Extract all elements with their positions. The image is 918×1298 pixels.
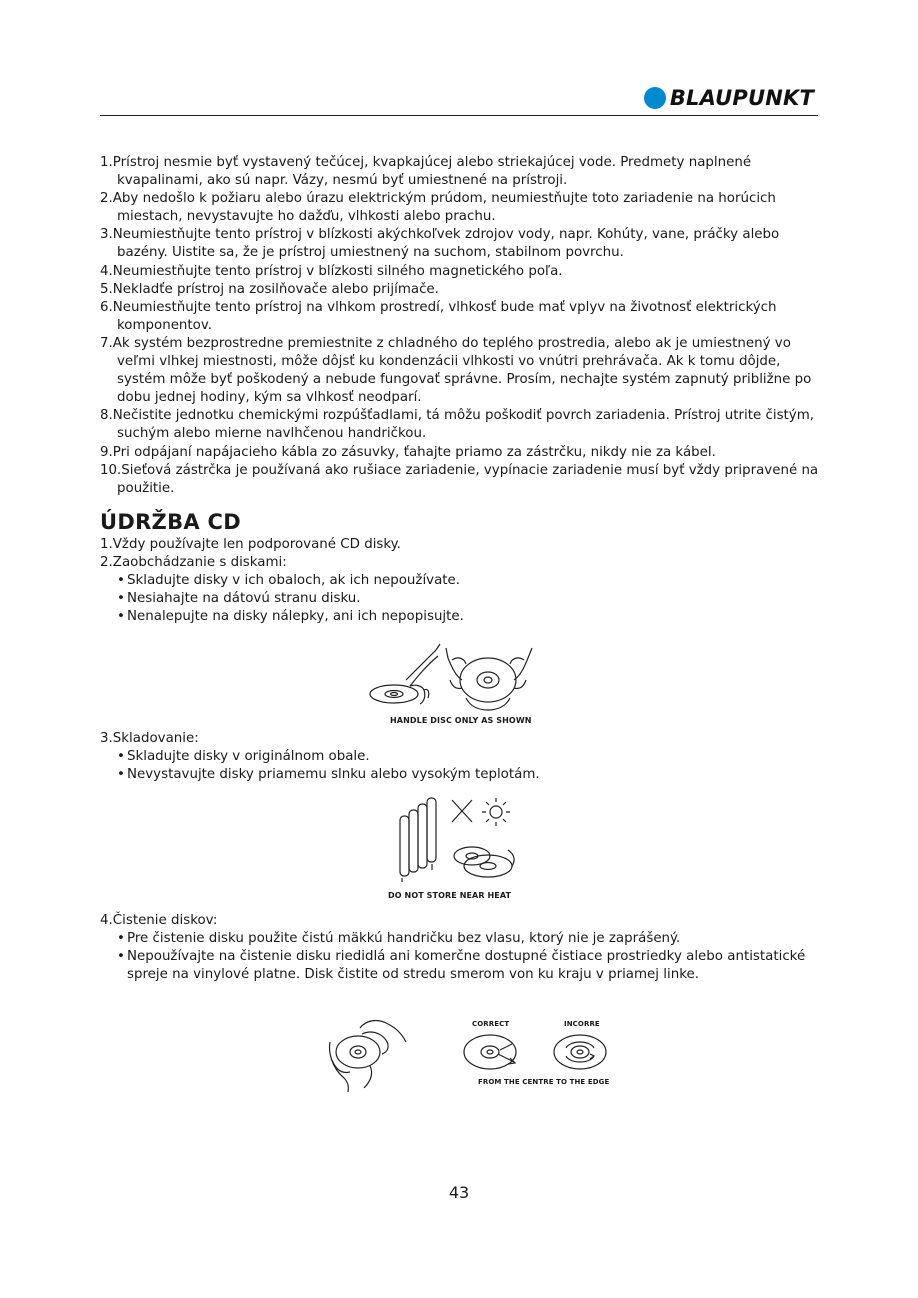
page-number: 43 <box>448 1183 470 1202</box>
cd-storage-block <box>100 730 820 784</box>
handle-disc-illustration <box>366 640 556 716</box>
cd-care-item-2: 2.Zaobchádzanie s diskami: <box>100 555 287 571</box>
cd-cleaning-block <box>100 912 820 984</box>
list-item: 7.Ak systém bezprostredne premiestnite z chladného do teplého prostredia, alebo ak je umiestnený vo veľmi vlhkej miestnosti, môže dôjsť ku kondenzácii vlhkosti vo vnútri prehrávača. Ak k tomu dôjde, systém môže byť poškodený a nebude fungovať správne. Prosím, nechajte systém zapnutý približne po dobu jednej hodiny, kým sa vlhkosť neodparí. <box>100 335 812 406</box>
cd-care-item-3: 3.Skladovanie: <box>100 731 199 746</box>
page-header <box>100 84 818 116</box>
list-item: 9.Pri odpájaní napájacieho kábla zo zásuvky, ťahajte priamo za zástrčku, nikdy nie za kábel. <box>100 444 716 460</box>
list-item: 2.Aby nedošlo k požiaru alebo úrazu elektrickým prúdom, neumiestňujte toto zariadenie na horúcich miestach, nevystavujte ho dažďu, vlhkosti alebo prachu. <box>100 191 776 225</box>
list-item: • Nepoužívajte na čistenie disku riedidlá ani komerčne dostupné čistiace prostriedky alebo antistatické spreje na vinylové platne. Disk čistite od stredu smerom von ku kraju v priamej linke. <box>100 948 820 984</box>
storage-bullets <box>100 748 820 784</box>
list-item: 3.Neumiestňujte tento prístroj v blízkosti akýchkoľvek zdrojov vody, napr. Kohúty, vane, práčky alebo bazény. Uistite sa, že je prístroj umiestnený na suchom, stabilnom povrchu. <box>100 227 780 261</box>
handling-bullets <box>100 572 820 626</box>
cd-care-item-4: 4.Čistenie diskov: <box>100 913 218 928</box>
figure-caption: FROM THE CENTRE TO THE EDGE <box>478 1078 610 1086</box>
list-item: 4.Neumiestňujte tento prístroj v blízkosti silného magnetického poľa. <box>100 263 563 279</box>
list-item: • Pre čistenie disku použite čistú mäkkú handričku bez vlasu, ktorý nie je zaprášený. <box>100 930 820 948</box>
header-divider <box>100 115 818 116</box>
cd-care-item-1: 1.Vždy používajte len podporované CD disky. <box>100 537 401 552</box>
cleaning-bullets <box>100 930 820 984</box>
cd-handling-block <box>100 536 820 626</box>
brand-logo <box>644 86 814 110</box>
correct-cleaning-disc-icon <box>462 1032 522 1072</box>
list-item: 1.Prístroj nesmie byť vystavený tečúcej, kvapkajúcej alebo striekajúcej vode. Predmety naplnené kvapalinami, ako sú napr. Vázy, nesmú byť umiestnené na prístroji. <box>100 155 752 189</box>
incorrect-label: INCORRE <box>564 1020 600 1028</box>
list-item: • Nesiahajte na dátovú stranu disku. <box>100 590 820 608</box>
brand-name: BLAUPUNKT <box>669 86 814 110</box>
figure-caption: DO NOT STORE NEAR HEAT <box>388 891 512 900</box>
cleaning-hand-illustration <box>326 1012 412 1094</box>
list-item: 6.Neumiestňujte tento prístroj na vlhkom prostredí, vlhkosť bude mať vplyv na životnosť elektrických komponentov. <box>100 299 777 333</box>
list-item: 5.Nekladťe prístroj na zosilňovače alebo prijímače. <box>100 281 439 297</box>
list-item: • Skladujte disky v originálnom obale. <box>100 748 820 766</box>
safety-instructions-list <box>100 154 820 498</box>
heat-warning-illustration <box>392 794 522 886</box>
correct-label: CORRECT <box>472 1020 510 1028</box>
list-item: • Nenalepujte na disky nálepky, ani ich nepopisujte. <box>100 608 820 626</box>
section-title: ÚDRŽBA CD <box>100 510 241 534</box>
list-item: • Skladujte disky v ich obaloch, ak ich nepoužívate. <box>100 572 820 590</box>
list-item: 10.Sieťová zástrčka je používaná ako rušiace zariadenie, vypínacie zariadenie musí byť vždy pripravené na použitie. <box>100 462 819 496</box>
incorrect-cleaning-disc-icon <box>552 1032 612 1072</box>
figure-caption: HANDLE DISC ONLY AS SHOWN <box>390 716 532 725</box>
list-item: • Nevystavujte disky priamemu slnku alebo vysokým teplotám. <box>100 766 820 784</box>
list-item: 8.Nečistite jednotku chemickými rozpúšťadlami, tá môžu poškodiť povrch zariadenia. Prístroj utrite čistým, suchým alebo mierne navlhčenou handričkou. <box>100 408 815 442</box>
brand-dot-icon <box>644 87 666 109</box>
